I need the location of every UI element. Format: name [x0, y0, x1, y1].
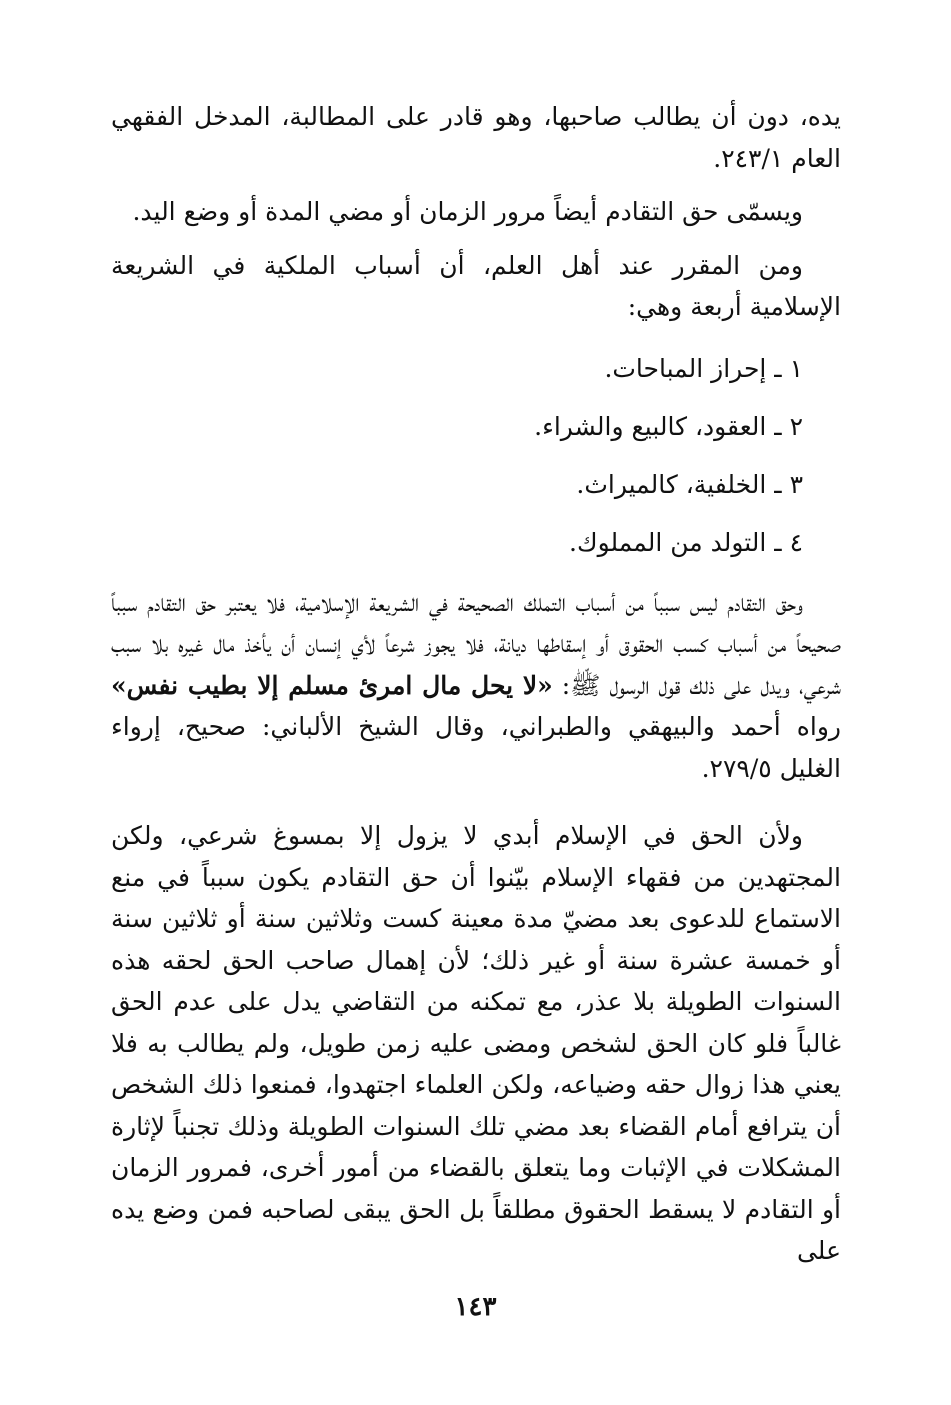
list-item: ٣ ـ الخلفية، كالميراث. [576, 469, 803, 499]
page-body [111, 96, 841, 1284]
paragraph-text: وحق التقادم ليس سبباً من أسباب التملك الصحيحة في الشريعة الإسلامية، فلا يعتبر حق التقادم سبباً صحيحاً من أسباب كسب الحقوق أو إسقاطها ديانة، فلا يجوز شرعاً لأي إنسان أن يأخذ مال غيره بلا سبب شرعي، ويدل على ذلك قول الرسول ﷺ: [111, 587, 841, 700]
hadith-quote: «لا يحل مال امرئ مسلم إلا بطيب نفس» [111, 670, 553, 700]
paragraph-ownership-causes: ومن المقرر عند أهل العلم، أن أسباب الملكية في الشريعة الإسلامية أربعة وهي: [111, 250, 841, 321]
paragraph-prescription-ruling [111, 582, 841, 790]
paragraph-spacer [111, 801, 841, 815]
list-item: ٤ ـ التولد من المملوك. [569, 527, 803, 557]
ownership-causes-list [111, 340, 841, 572]
paragraph-eternal-right: ولأن الحق في الإسلام أبدي لا يزول إلا بمسوغ شرعي، ولكن المجتهدين من فقهاء الإسلام بيّنوا أن حق التقادم يكون سبباً في منع الاستماع للدعوى بعد مضيّ مدة معينة كست وثلاثين سنة أو ثلاثين سنة أو خمسة عشرة سنة أو غير ذلك؛ لأن إهمال صاحب الحق لحقه هذه السنوات الطويلة بلا عذر، مع تمكنه من التقاضي يدل على عدم الحق غالباً فلو كان الحق لشخص ومضى عليه زمن طويل، ولم يطالب به فلا يعني هذا زوال حقه وضياعه، ولكن العلماء اجتهدوا، فمنعوا ذلك الشخص أن يترافع أمام القضاء بعد مضي تلك السنوات الطويلة وذلك تجنباً لإثارة المشكلات في الإثبات وما يتعلق بالقضاء من أمور أخرى، فمرور الزمان أو التقادم لا يسقط الحقوق مطلقاً بل الحق يبقى لصاحبه فمن وضع يده على [111, 821, 841, 1265]
paragraph-continuation: يده، دون أن يطالب صاحبها، وهو قادر على المطالبة، المدخل الفقهي العام ٢٤٣/١. [111, 102, 841, 173]
list-item: ٢ ـ العقود، كالبيع والشراء. [534, 411, 803, 441]
list-item: ١ ـ إحراز المباحات. [604, 353, 803, 383]
page-number: ١٤٣ [454, 1292, 497, 1322]
paragraph-prescription-names: ويسمّى حق التقادم أيضاً مرور الزمان أو مضي المدة أو وضع اليد. [132, 197, 803, 226]
paragraph-text: رواه أحمد والبيهقي والطبراني، وقال الشيخ الألباني: صحيح، إرواء الغليل ٢٧٩/٥. [111, 712, 841, 783]
